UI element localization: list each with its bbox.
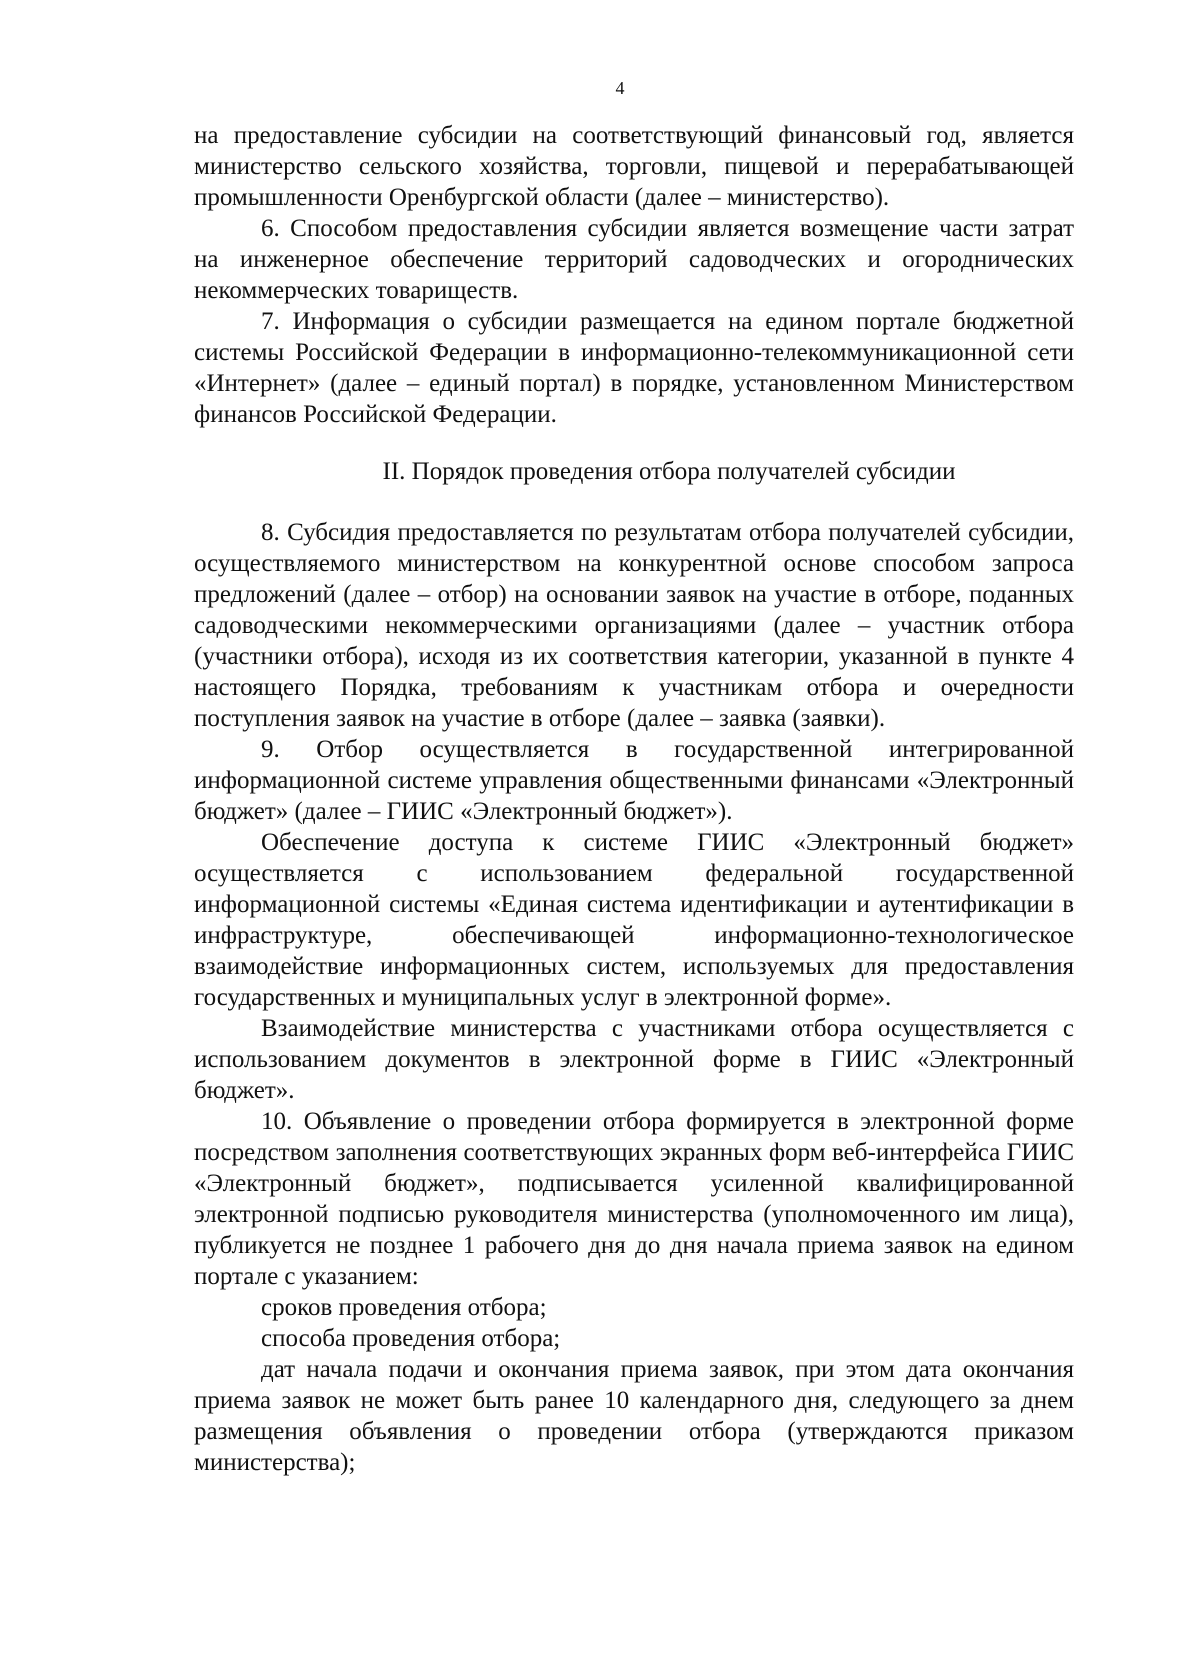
page-number: 4 [615, 78, 625, 98]
paragraph-access: Обеспечение доступа к системе ГИИС «Электронный бюджет» осуществляется с использованием федеральной государственной информационной системы «Единая система идентификации и аутентификации в инфраструктуре, обеспечивающей информационно-технологическое взаимодействие информационных систем, используемых для предоставления государственных и муниципальных услуг в электронной форме». [194, 829, 1074, 1011]
list-item-terms: сроков проведения отбора; [261, 1294, 547, 1321]
paragraph-interaction: Взаимодействие министерства с участниками отбора осуществляется с использованием документов в электронной форме в ГИИС «Электронный бюджет». [194, 1015, 1074, 1104]
paragraph-item-7: 7. Информация о субсидии размещается на едином портале бюджетной системы Российской Федерации в информационно-телекоммуникационной сети «Интернет» (далее – единый портал) в порядке, установленном Министерством финансов Российской Федерации. [194, 308, 1074, 428]
paragraph-continuation: на предоставление субсидии на соответствующий финансовый год, является министерство сельского хозяйства, торговли, пищевой и перерабатывающей промышленности Оренбургской области (далее – министерство). [194, 122, 1074, 211]
paragraph-item-8: 8. Субсидия предоставляется по результатам отбора получателей субсидии, осуществляемого министерством на конкурентной основе способом запроса предложений (далее – отбор) на основании заявок на участие в отборе, поданных садоводческими некоммерческими организациями (далее – участник отбора (участники отбора), исходя из их соответствия категории, указанной в пункте 4 настоящего Порядка, требованиям к участникам отбора и очередности поступления заявок на участие в отборе (далее – заявка (заявки). [194, 519, 1074, 732]
paragraph-item-10: 10. Объявление о проведении отбора формируется в электронной форме посредством заполнения соответствующих экранных форм веб-интерфейса ГИИС «Электронный бюджет», подписывается усиленной квалифицированной электронной подписью руководителя министерства (уполномоченного им лица), публикуется не позднее 1 рабочего дня до дня начала приема заявок на едином портале с указанием: [194, 1108, 1074, 1290]
paragraph-item-9: 9. Отбор осуществляется в государственной интегрированной информационной системе управления общественными финансами «Электронный бюджет» (далее – ГИИС «Электронный бюджет»). [194, 736, 1074, 825]
document-body [194, 120, 1074, 1478]
list-item-method: способа проведения отбора; [261, 1325, 561, 1352]
section-heading: II. Порядок проведения отбора получателей субсидии [382, 458, 956, 485]
list-item-dates: дат начала подачи и окончания приема заявок, при этом дата окончания приема заявок не может быть ранее 10 календарного дня, следующего за днем размещения объявления о проведении отбора (утверждаются приказом министерства); [194, 1356, 1074, 1476]
paragraph-item-6: 6. Способом предоставления субсидии является возмещение части затрат на инженерное обеспечение территорий садоводческих и огороднических некоммерческих товариществ. [194, 215, 1074, 304]
